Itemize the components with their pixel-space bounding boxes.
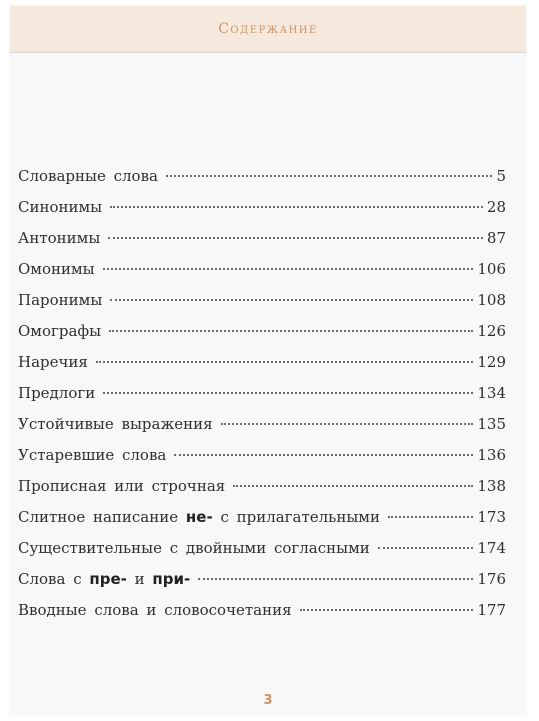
toc-entry-title xyxy=(18,570,190,588)
toc-entry-page-number: 174 xyxy=(477,539,506,557)
toc-entry[interactable] xyxy=(18,229,506,260)
toc-entry-page-number: 135 xyxy=(477,415,506,433)
toc-entry-page-number: 138 xyxy=(477,477,506,495)
toc-entry[interactable] xyxy=(18,415,506,446)
toc-entry-page-number: 126 xyxy=(477,322,506,340)
dot-leader xyxy=(300,609,474,611)
dot-leader xyxy=(198,578,473,580)
toc-entry-title xyxy=(18,446,166,464)
toc-entry[interactable] xyxy=(18,601,506,632)
toc-entry[interactable] xyxy=(18,291,506,322)
toc-entry-title-emphasis: не- xyxy=(185,508,213,526)
dot-leader xyxy=(108,237,483,239)
dot-leader xyxy=(110,206,483,208)
toc-entry[interactable] xyxy=(18,353,506,384)
table-of-contents xyxy=(18,167,506,632)
toc-entry-title-text: Существительные с двойными согласными xyxy=(18,539,370,557)
toc-entry-page-number: 177 xyxy=(477,601,506,619)
toc-entry[interactable] xyxy=(18,508,506,539)
toc-entry-title xyxy=(18,384,95,402)
toc-entry[interactable] xyxy=(18,570,506,601)
toc-entry-page-number: 87 xyxy=(486,229,506,247)
page-number: 3 xyxy=(263,693,273,708)
toc-entry-page-number: 134 xyxy=(477,384,506,402)
toc-entry-title xyxy=(18,291,102,309)
toc-entry-title-text: Паронимы xyxy=(18,291,103,309)
toc-entry-title-emphasis: пре- xyxy=(89,570,127,588)
toc-entry-title-text: Устаревшие слова xyxy=(18,446,167,464)
toc-entry-title xyxy=(18,353,88,371)
toc-entry[interactable] xyxy=(18,167,506,198)
dot-leader xyxy=(96,361,473,363)
dot-leader xyxy=(109,330,473,332)
toc-entry-page-number: 129 xyxy=(477,353,506,371)
toc-entry[interactable] xyxy=(18,198,506,229)
toc-entry-title-text: и xyxy=(126,570,153,588)
toc-entry-page-number: 173 xyxy=(477,508,506,526)
dot-leader xyxy=(174,454,473,456)
dot-leader xyxy=(166,175,492,177)
toc-entry-title xyxy=(18,322,101,340)
toc-entry-page-number: 106 xyxy=(477,260,506,278)
dot-leader xyxy=(103,392,473,394)
header-band xyxy=(10,6,526,53)
dot-leader xyxy=(110,299,473,301)
dot-leader xyxy=(221,423,474,425)
toc-entry-title xyxy=(18,260,95,278)
toc-entry-title xyxy=(18,539,370,557)
toc-entry[interactable] xyxy=(18,446,506,477)
toc-entry-page-number: 28 xyxy=(486,198,506,216)
toc-entry-page-number: 5 xyxy=(496,167,506,185)
toc-entry-title-text: Слитное написание xyxy=(18,508,186,526)
toc-entry-title xyxy=(18,167,158,185)
toc-entry[interactable] xyxy=(18,539,506,570)
toc-entry-title-text: Омонимы xyxy=(18,260,95,278)
book-page xyxy=(10,6,526,716)
toc-entry-page-number: 108 xyxy=(477,291,506,309)
toc-entry-title-text: Вводные слова и словосочетания xyxy=(18,601,292,619)
toc-entry-title-emphasis: при- xyxy=(152,570,191,588)
toc-entry-title-text: Предлоги xyxy=(18,384,96,402)
dot-leader xyxy=(378,547,474,549)
toc-entry-title-text: Устойчивые выражения xyxy=(18,415,213,433)
dot-leader xyxy=(103,268,474,270)
toc-entry-title xyxy=(18,415,213,433)
toc-entry-title-text: Антонимы xyxy=(18,229,101,247)
dot-leader xyxy=(388,516,473,518)
toc-entry-page-number: 136 xyxy=(477,446,506,464)
toc-entry-page-number: 176 xyxy=(477,570,506,588)
toc-entry-title xyxy=(18,508,380,526)
page-title: Содержание xyxy=(218,21,318,37)
toc-entry-title-text: Наречия xyxy=(18,353,88,371)
toc-entry-title xyxy=(18,601,292,619)
toc-entry-title-text: Слова с xyxy=(18,570,90,588)
toc-entry-title xyxy=(18,198,102,216)
toc-entry[interactable] xyxy=(18,384,506,415)
toc-entry-title xyxy=(18,477,225,495)
dot-leader xyxy=(233,485,473,487)
toc-entry[interactable] xyxy=(18,260,506,291)
toc-entry[interactable] xyxy=(18,322,506,353)
toc-entry-title-text: Омографы xyxy=(18,322,102,340)
toc-entry[interactable] xyxy=(18,477,506,508)
toc-entry-title xyxy=(18,229,100,247)
toc-entry-title-text: Синонимы xyxy=(18,198,103,216)
toc-entry-title-text: Словарные слова xyxy=(18,167,158,185)
toc-entry-title-text: Прописная или строчная xyxy=(18,477,226,495)
toc-entry-title-text: с прилагательными xyxy=(212,508,380,526)
